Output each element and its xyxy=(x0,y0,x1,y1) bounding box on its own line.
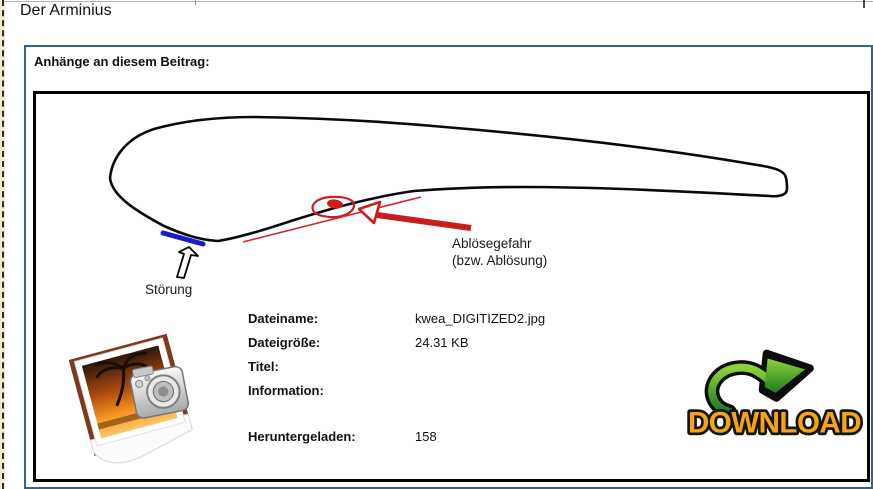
separation-scribble-dot xyxy=(326,198,343,209)
abloesegefahr-line1: Ablösegefahr xyxy=(452,236,532,251)
top-cell-divider-tick xyxy=(195,0,196,5)
page-title: Der Arminius xyxy=(20,2,112,19)
abloesegefahr-line2: (bzw. Ablösung) xyxy=(452,253,548,268)
abloesegefahr-label xyxy=(452,235,547,269)
photo-attachment-icon xyxy=(58,320,210,472)
file-field-value: 158 xyxy=(415,429,437,444)
stoerung-label: Störung xyxy=(145,282,193,297)
file-row-heruntergeladen xyxy=(248,429,608,453)
file-field-value: kwea_DIGITIZED2.jpg xyxy=(415,311,546,326)
separation-arrowhead xyxy=(359,202,380,223)
file-row-dateiname xyxy=(248,311,608,335)
file-field-label: Dateigröße: xyxy=(248,335,321,350)
file-row-spacer xyxy=(248,407,608,429)
stoerung-arrow xyxy=(177,247,198,278)
file-field-label: Titel: xyxy=(248,359,279,374)
file-field-value: 24.31 KB xyxy=(415,335,469,350)
file-row-information xyxy=(248,383,608,407)
top-right-tick xyxy=(863,0,865,8)
attachment-box xyxy=(33,91,870,482)
attachments-header: Anhänge an diesem Beitrag: xyxy=(34,54,210,69)
file-field-label: Dateiname: xyxy=(248,311,319,326)
attachments-panel xyxy=(24,45,873,489)
file-info-table xyxy=(248,311,608,453)
top-divider xyxy=(0,1,873,2)
separation-arrow-shaft xyxy=(377,215,471,228)
file-row-titel xyxy=(248,359,608,383)
camera-icon xyxy=(128,360,189,419)
download-button[interactable] xyxy=(684,338,866,440)
download-arrow-icon xyxy=(712,354,810,412)
file-field-label: Information: xyxy=(248,383,324,398)
download-label: DOWNLOAD xyxy=(687,406,862,440)
file-field-label: Heruntergeladen: xyxy=(248,429,356,444)
left-dashed-border xyxy=(2,0,4,489)
file-row-dateigroesse xyxy=(248,335,608,359)
